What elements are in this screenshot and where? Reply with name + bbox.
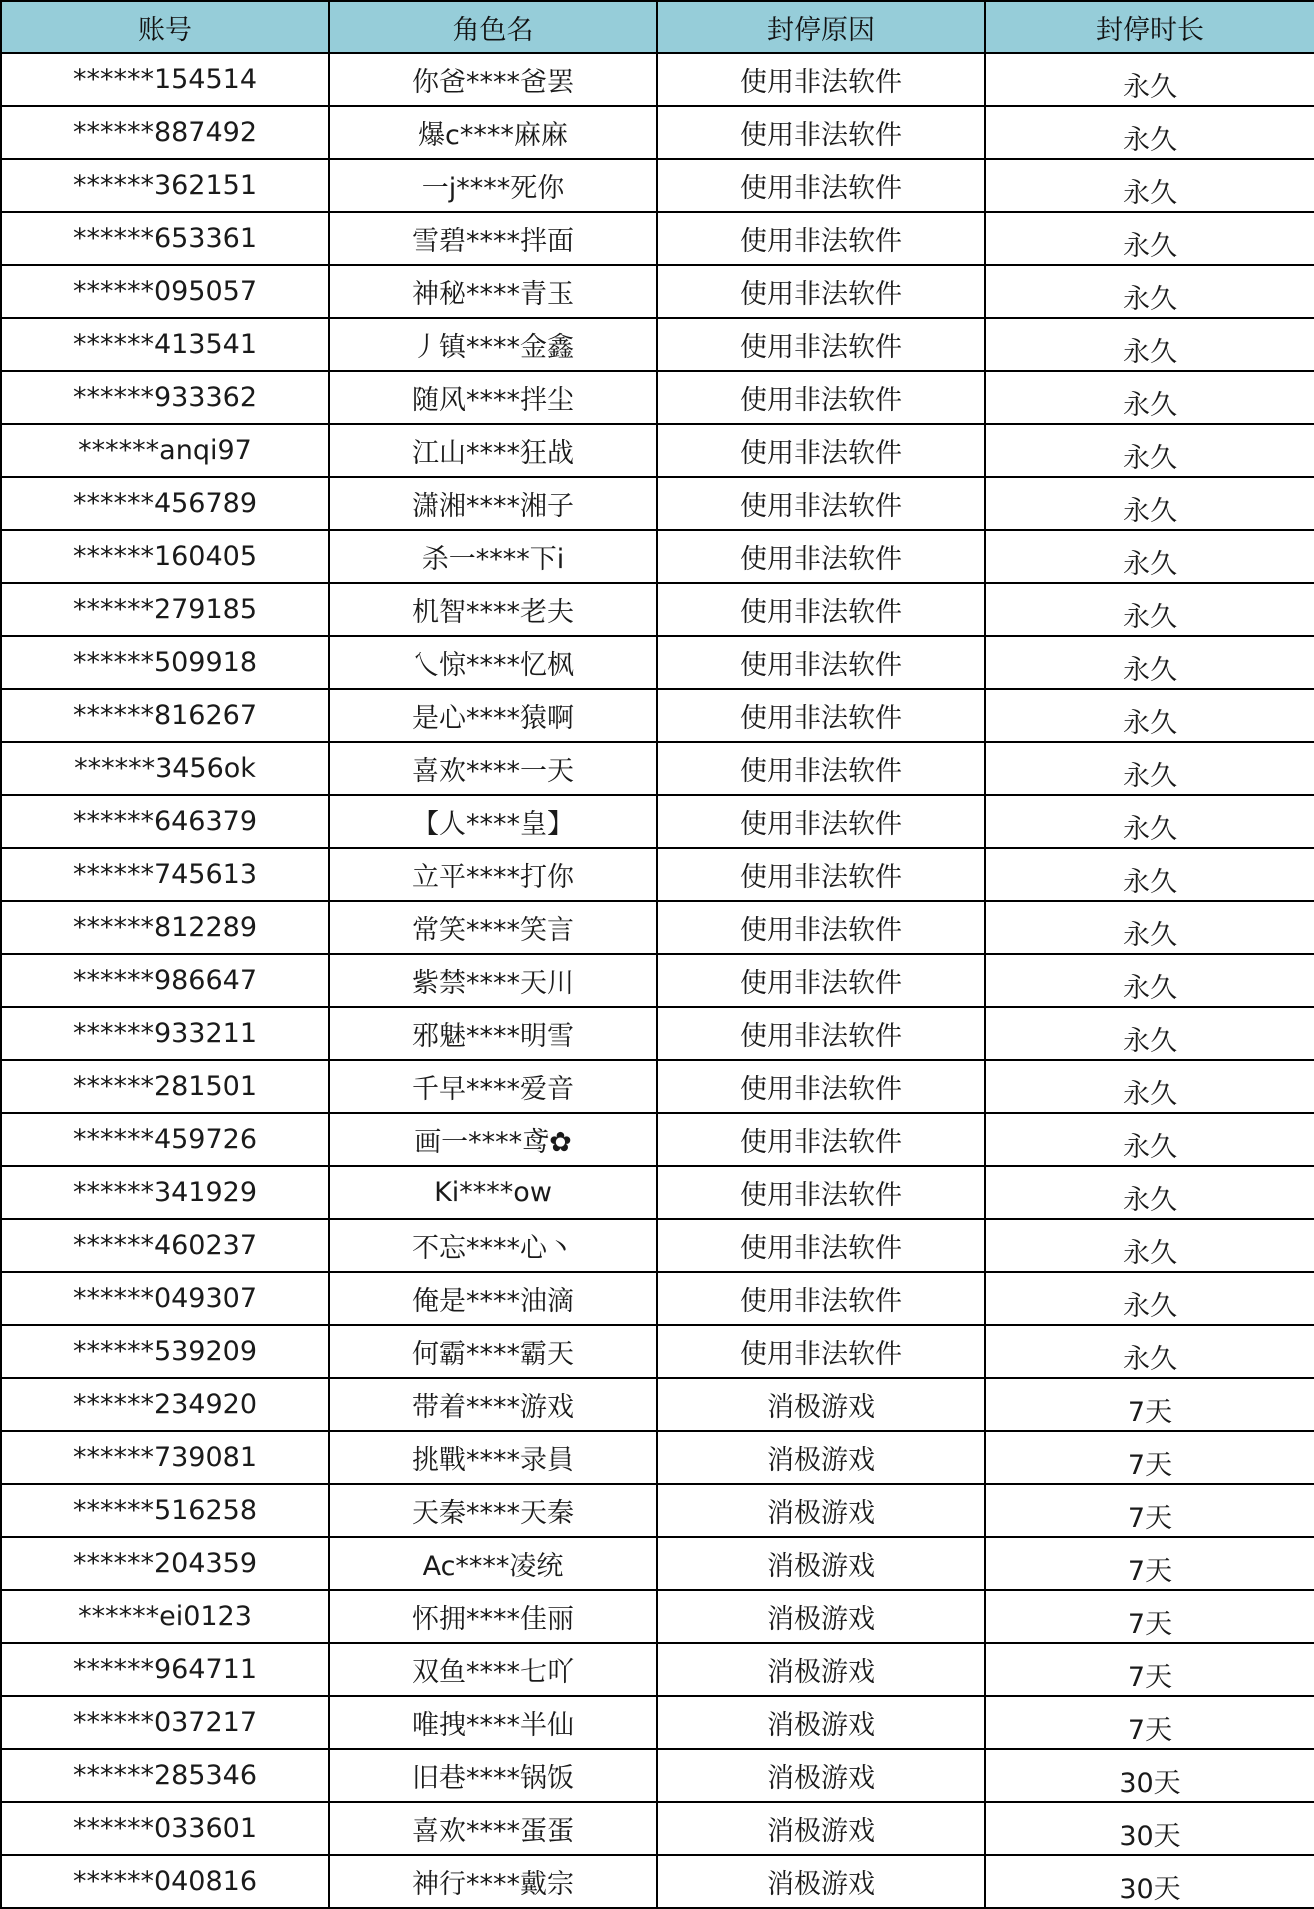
account-cell: ******745613 [1,848,329,901]
ban-reason-cell: 使用非法软件 [657,1007,985,1060]
table-row [1,1431,1314,1484]
role-name-cell: 【人****皇】 [329,795,657,848]
table-row [1,1113,1314,1166]
role-name-cell: 乀惊****忆枫 [329,636,657,689]
account-cell: ******459726 [1,1113,329,1166]
table-row [1,106,1314,159]
ban-duration-cell: 永久 [985,424,1314,477]
role-name-cell: 一j****死你 [329,159,657,212]
role-name-cell: 你爸****爸罢 [329,53,657,106]
ban-duration-cell: 永久 [985,636,1314,689]
table-row [1,53,1314,106]
table-body [1,53,1314,1908]
ban-reason-cell: 消极游戏 [657,1378,985,1431]
role-name-cell: 不忘****心丶 [329,1219,657,1272]
table-row [1,318,1314,371]
account-cell: ******460237 [1,1219,329,1272]
account-cell: ******anqi97 [1,424,329,477]
role-name-cell: 机智****老夫 [329,583,657,636]
table-row [1,1272,1314,1325]
ban-duration-cell: 7天 [985,1537,1314,1590]
account-cell: ******095057 [1,265,329,318]
ban-reason-cell: 使用非法软件 [657,530,985,583]
role-name-cell: 杀一****下i [329,530,657,583]
role-name-cell: 俺是****油滴 [329,1272,657,1325]
table-row [1,371,1314,424]
account-cell: ******234920 [1,1378,329,1431]
header-ban-duration: 封停时长 [985,1,1314,53]
account-cell: ******816267 [1,689,329,742]
ban-duration-cell: 永久 [985,530,1314,583]
ban-reason-cell: 使用非法软件 [657,742,985,795]
ban-duration-cell: 永久 [985,1060,1314,1113]
header-ban-reason: 封停原因 [657,1,985,53]
ban-duration-cell: 永久 [985,954,1314,1007]
account-cell: ******ei0123 [1,1590,329,1643]
ban-duration-cell: 30天 [985,1749,1314,1802]
ban-reason-cell: 使用非法软件 [657,795,985,848]
ban-reason-cell: 使用非法软件 [657,901,985,954]
table-row [1,212,1314,265]
ban-reason-cell: 消极游戏 [657,1537,985,1590]
table-row [1,1802,1314,1855]
table-row [1,1749,1314,1802]
role-name-cell: 双鱼****七吖 [329,1643,657,1696]
role-name-cell: Ki****ow [329,1166,657,1219]
table-row [1,1484,1314,1537]
ban-reason-cell: 使用非法软件 [657,371,985,424]
role-name-cell: 神秘****青玉 [329,265,657,318]
account-cell: ******040816 [1,1855,329,1908]
role-name-cell: 画一****鸢✿ [329,1113,657,1166]
ban-duration-cell: 永久 [985,159,1314,212]
ban-duration-cell: 7天 [985,1643,1314,1696]
ban-duration-cell: 永久 [985,1166,1314,1219]
header-row [1,1,1314,53]
account-cell: ******812289 [1,901,329,954]
role-name-cell: 神行****戴宗 [329,1855,657,1908]
account-cell: ******413541 [1,318,329,371]
account-cell: ******509918 [1,636,329,689]
role-name-cell: 天秦****天秦 [329,1484,657,1537]
header-role-name: 角色名 [329,1,657,53]
ban-duration-cell: 7天 [985,1431,1314,1484]
ban-reason-cell: 使用非法软件 [657,583,985,636]
table-row [1,1166,1314,1219]
account-cell: ******539209 [1,1325,329,1378]
role-name-cell: 带着****游戏 [329,1378,657,1431]
role-name-cell: Ac****凌统 [329,1537,657,1590]
role-name-cell: 千早****爱音 [329,1060,657,1113]
account-cell: ******362151 [1,159,329,212]
account-cell: ******739081 [1,1431,329,1484]
role-name-cell: 立平****打你 [329,848,657,901]
table-row [1,1590,1314,1643]
ban-duration-cell: 7天 [985,1484,1314,1537]
table-row [1,1219,1314,1272]
role-name-cell: 唯拽****半仙 [329,1696,657,1749]
ban-duration-cell: 永久 [985,742,1314,795]
ban-duration-cell: 30天 [985,1802,1314,1855]
account-cell: ******049307 [1,1272,329,1325]
account-cell: ******964711 [1,1643,329,1696]
table-row [1,477,1314,530]
ban-duration-cell: 永久 [985,583,1314,636]
ban-duration-cell: 永久 [985,901,1314,954]
ban-duration-cell: 永久 [985,1007,1314,1060]
ban-reason-cell: 消极游戏 [657,1696,985,1749]
role-name-cell: 丿镇****金鑫 [329,318,657,371]
ban-duration-cell: 永久 [985,848,1314,901]
ban-reason-cell: 消极游戏 [657,1590,985,1643]
table-row [1,1060,1314,1113]
ban-reason-cell: 使用非法软件 [657,1325,985,1378]
ban-reason-cell: 消极游戏 [657,1855,985,1908]
account-cell: ******204359 [1,1537,329,1590]
account-cell: ******933211 [1,1007,329,1060]
account-cell: ******037217 [1,1696,329,1749]
table-row [1,689,1314,742]
account-cell: ******033601 [1,1802,329,1855]
role-name-cell: 常笑****笑言 [329,901,657,954]
table-row [1,1855,1314,1908]
account-cell: ******933362 [1,371,329,424]
role-name-cell: 旧巷****锅饭 [329,1749,657,1802]
ban-duration-cell: 永久 [985,106,1314,159]
table-row [1,848,1314,901]
ban-duration-cell: 永久 [985,212,1314,265]
ban-reason-cell: 使用非法软件 [657,318,985,371]
table-row [1,1537,1314,1590]
ban-reason-cell: 使用非法软件 [657,1166,985,1219]
ban-reason-cell: 使用非法软件 [657,636,985,689]
account-cell: ******3456ok [1,742,329,795]
ban-duration-cell: 7天 [985,1378,1314,1431]
ban-duration-cell: 30天 [985,1855,1314,1908]
ban-reason-cell: 使用非法软件 [657,1113,985,1166]
table-row [1,424,1314,477]
ban-reason-cell: 使用非法软件 [657,1272,985,1325]
role-name-cell: 江山****狂战 [329,424,657,477]
ban-reason-cell: 使用非法软件 [657,424,985,477]
role-name-cell: 潇湘****湘子 [329,477,657,530]
ban-duration-cell: 永久 [985,265,1314,318]
ban-reason-cell: 使用非法软件 [657,265,985,318]
ban-reason-cell: 使用非法软件 [657,1219,985,1272]
role-name-cell: 是心****猿啊 [329,689,657,742]
table-row [1,954,1314,1007]
ban-reason-cell: 使用非法软件 [657,212,985,265]
ban-duration-cell: 永久 [985,318,1314,371]
ban-duration-cell: 永久 [985,795,1314,848]
role-name-cell: 雪碧****拌面 [329,212,657,265]
role-name-cell: 喜欢****蛋蛋 [329,1802,657,1855]
account-cell: ******285346 [1,1749,329,1802]
role-name-cell: 喜欢****一天 [329,742,657,795]
account-cell: ******516258 [1,1484,329,1537]
table-header [1,1,1314,53]
ban-duration-cell: 7天 [985,1590,1314,1643]
role-name-cell: 何霸****霸天 [329,1325,657,1378]
ban-reason-cell: 消极游戏 [657,1431,985,1484]
table-row [1,636,1314,689]
role-name-cell: 随风****拌尘 [329,371,657,424]
role-name-cell: 怀拥****佳丽 [329,1590,657,1643]
table-row [1,795,1314,848]
header-account: 账号 [1,1,329,53]
account-cell: ******154514 [1,53,329,106]
table-row [1,265,1314,318]
table-row [1,1696,1314,1749]
ban-duration-cell: 永久 [985,1325,1314,1378]
ban-reason-cell: 使用非法软件 [657,954,985,1007]
ban-reason-cell: 消极游戏 [657,1643,985,1696]
role-name-cell: 紫禁****天川 [329,954,657,1007]
ban-reason-cell: 消极游戏 [657,1484,985,1537]
account-cell: ******653361 [1,212,329,265]
ban-duration-cell: 永久 [985,689,1314,742]
ban-duration-cell: 永久 [985,53,1314,106]
table-row [1,159,1314,212]
ban-duration-cell: 永久 [985,1219,1314,1272]
table-row [1,1378,1314,1431]
ban-reason-cell: 使用非法软件 [657,159,985,212]
ban-duration-cell: 7天 [985,1696,1314,1749]
table-row [1,742,1314,795]
table-row [1,583,1314,636]
account-cell: ******281501 [1,1060,329,1113]
ban-reason-cell: 使用非法软件 [657,477,985,530]
ban-duration-cell: 永久 [985,1113,1314,1166]
account-cell: ******341929 [1,1166,329,1219]
table-row [1,1325,1314,1378]
ban-duration-cell: 永久 [985,477,1314,530]
table-row [1,1643,1314,1696]
ban-reason-cell: 消极游戏 [657,1749,985,1802]
ban-reason-cell: 使用非法软件 [657,848,985,901]
ban-reason-cell: 使用非法软件 [657,106,985,159]
ban-duration-cell: 永久 [985,371,1314,424]
account-cell: ******160405 [1,530,329,583]
account-cell: ******456789 [1,477,329,530]
account-cell: ******646379 [1,795,329,848]
role-name-cell: 挑戰****录員 [329,1431,657,1484]
table-row [1,1007,1314,1060]
ban-duration-cell: 永久 [985,1272,1314,1325]
role-name-cell: 邪魅****明雪 [329,1007,657,1060]
account-cell: ******279185 [1,583,329,636]
ban-reason-cell: 使用非法软件 [657,1060,985,1113]
ban-reason-cell: 使用非法软件 [657,53,985,106]
account-cell: ******887492 [1,106,329,159]
table-row [1,530,1314,583]
table-row [1,901,1314,954]
account-cell: ******986647 [1,954,329,1007]
ban-reason-cell: 使用非法软件 [657,689,985,742]
ban-reason-cell: 消极游戏 [657,1802,985,1855]
role-name-cell: 爆c****麻麻 [329,106,657,159]
